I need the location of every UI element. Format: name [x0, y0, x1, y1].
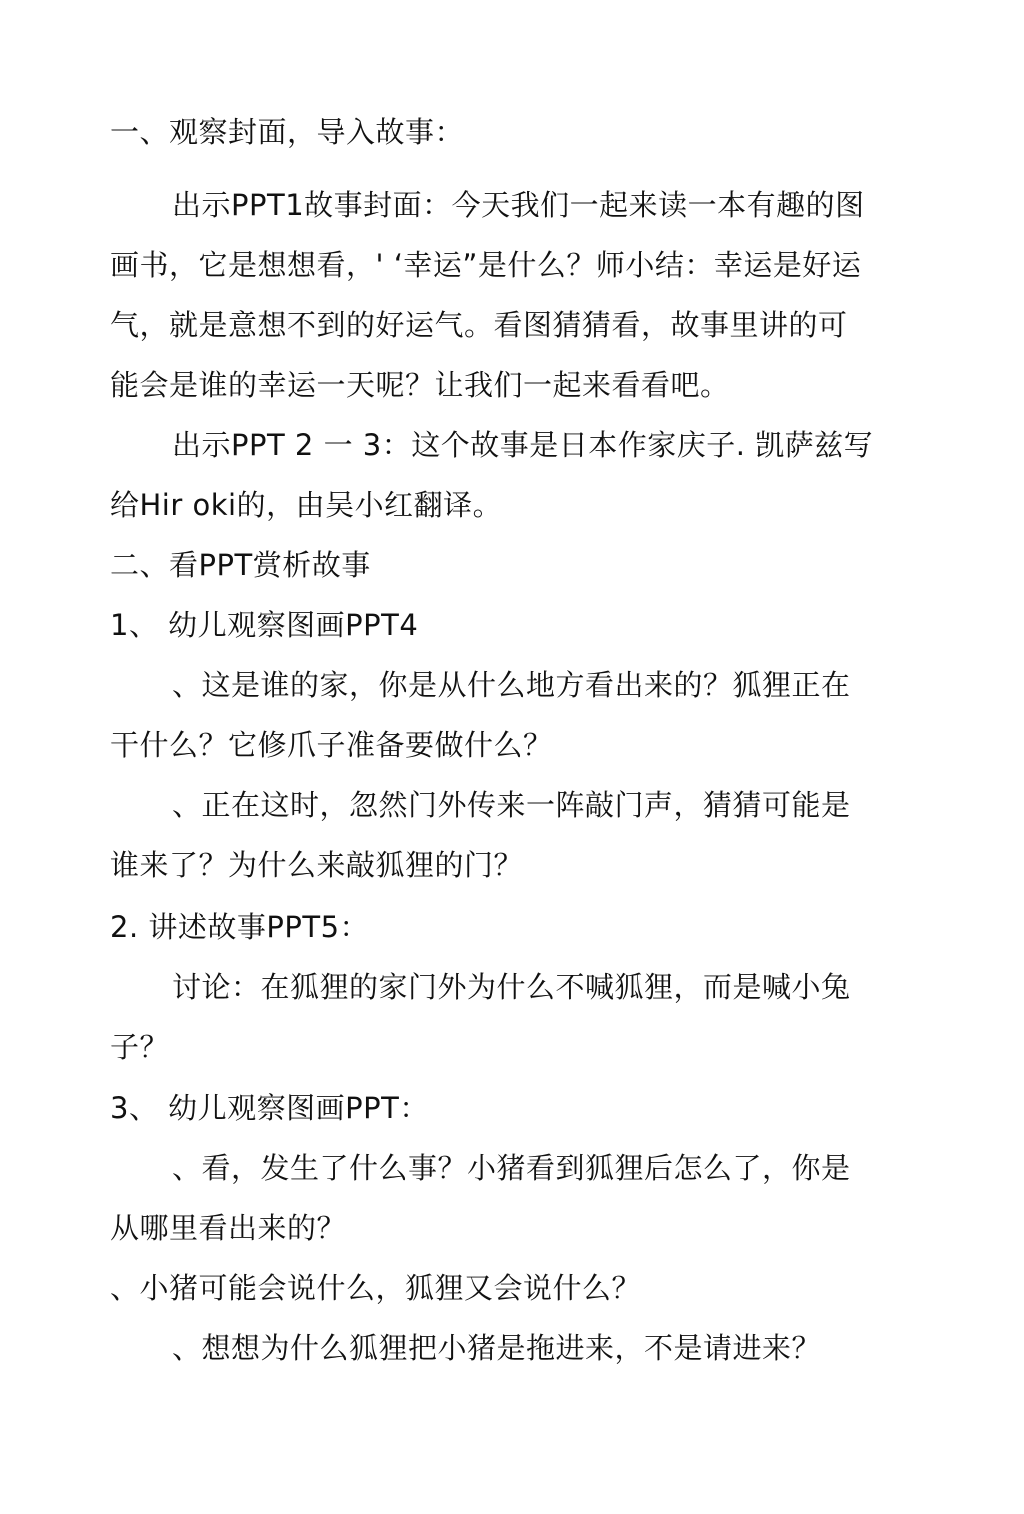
paragraph-line: 气，就是意想不到的好运气。看图猜猜看，故事里讲的可 [110, 308, 848, 342]
list-item-heading: 2. 讲述故事PPT5： [110, 910, 370, 944]
paragraph-line: 讨论：在狐狸的家门外为什么不喊狐狸，而是喊小兔 [172, 970, 851, 1004]
paragraph-line: 子？ [110, 1030, 170, 1064]
paragraph-line: 谁来了？为什么来敲狐狸的门？ [110, 848, 524, 882]
paragraph-line: 、这是谁的家，你是从什么地方看出来的？狐狸正在 [172, 668, 851, 702]
section-heading-1: 一、观察封面，导入故事： [110, 115, 465, 149]
paragraph-line: 、看，发生了什么事？小猪看到狐狸后怎么了，你是 [172, 1151, 851, 1185]
paragraph-line: 画书，它是想想看，' ‘幸运”是什么？师小结：幸运是好运 [110, 248, 862, 282]
paragraph-line: 干什么？它修爪子准备要做什么？ [110, 728, 553, 762]
paragraph-line: 、正在这时，忽然门外传来一阵敲门声，猜猜可能是 [172, 788, 851, 822]
paragraph-line: 、想想为什么狐狸把小猪是拖进来，不是请进来？ [172, 1331, 822, 1365]
list-item-heading: 1、 幼儿观察图画PPT4 [110, 608, 419, 642]
paragraph-line: 给Hir oki的，由吴小红翻译。 [110, 488, 503, 522]
paragraph-line: 、小猪可能会说什么，狐狸又会说什么？ [110, 1271, 642, 1305]
list-item-heading: 3、 幼儿观察图画PPT： [110, 1091, 429, 1125]
paragraph-line: 从哪里看出来的？ [110, 1211, 347, 1245]
paragraph-line: 能会是谁的幸运一天呢？让我们一起来看看吧。 [110, 368, 730, 402]
paragraph-line: 出示PPT 2 一 3：这个故事是日本作家庆子. 凯萨兹写 [172, 428, 874, 462]
section-heading-2: 二、看PPT赏析故事 [110, 548, 371, 582]
paragraph-line: 出示PPT1故事封面：今天我们一起来读一本有趣的图 [172, 188, 865, 222]
